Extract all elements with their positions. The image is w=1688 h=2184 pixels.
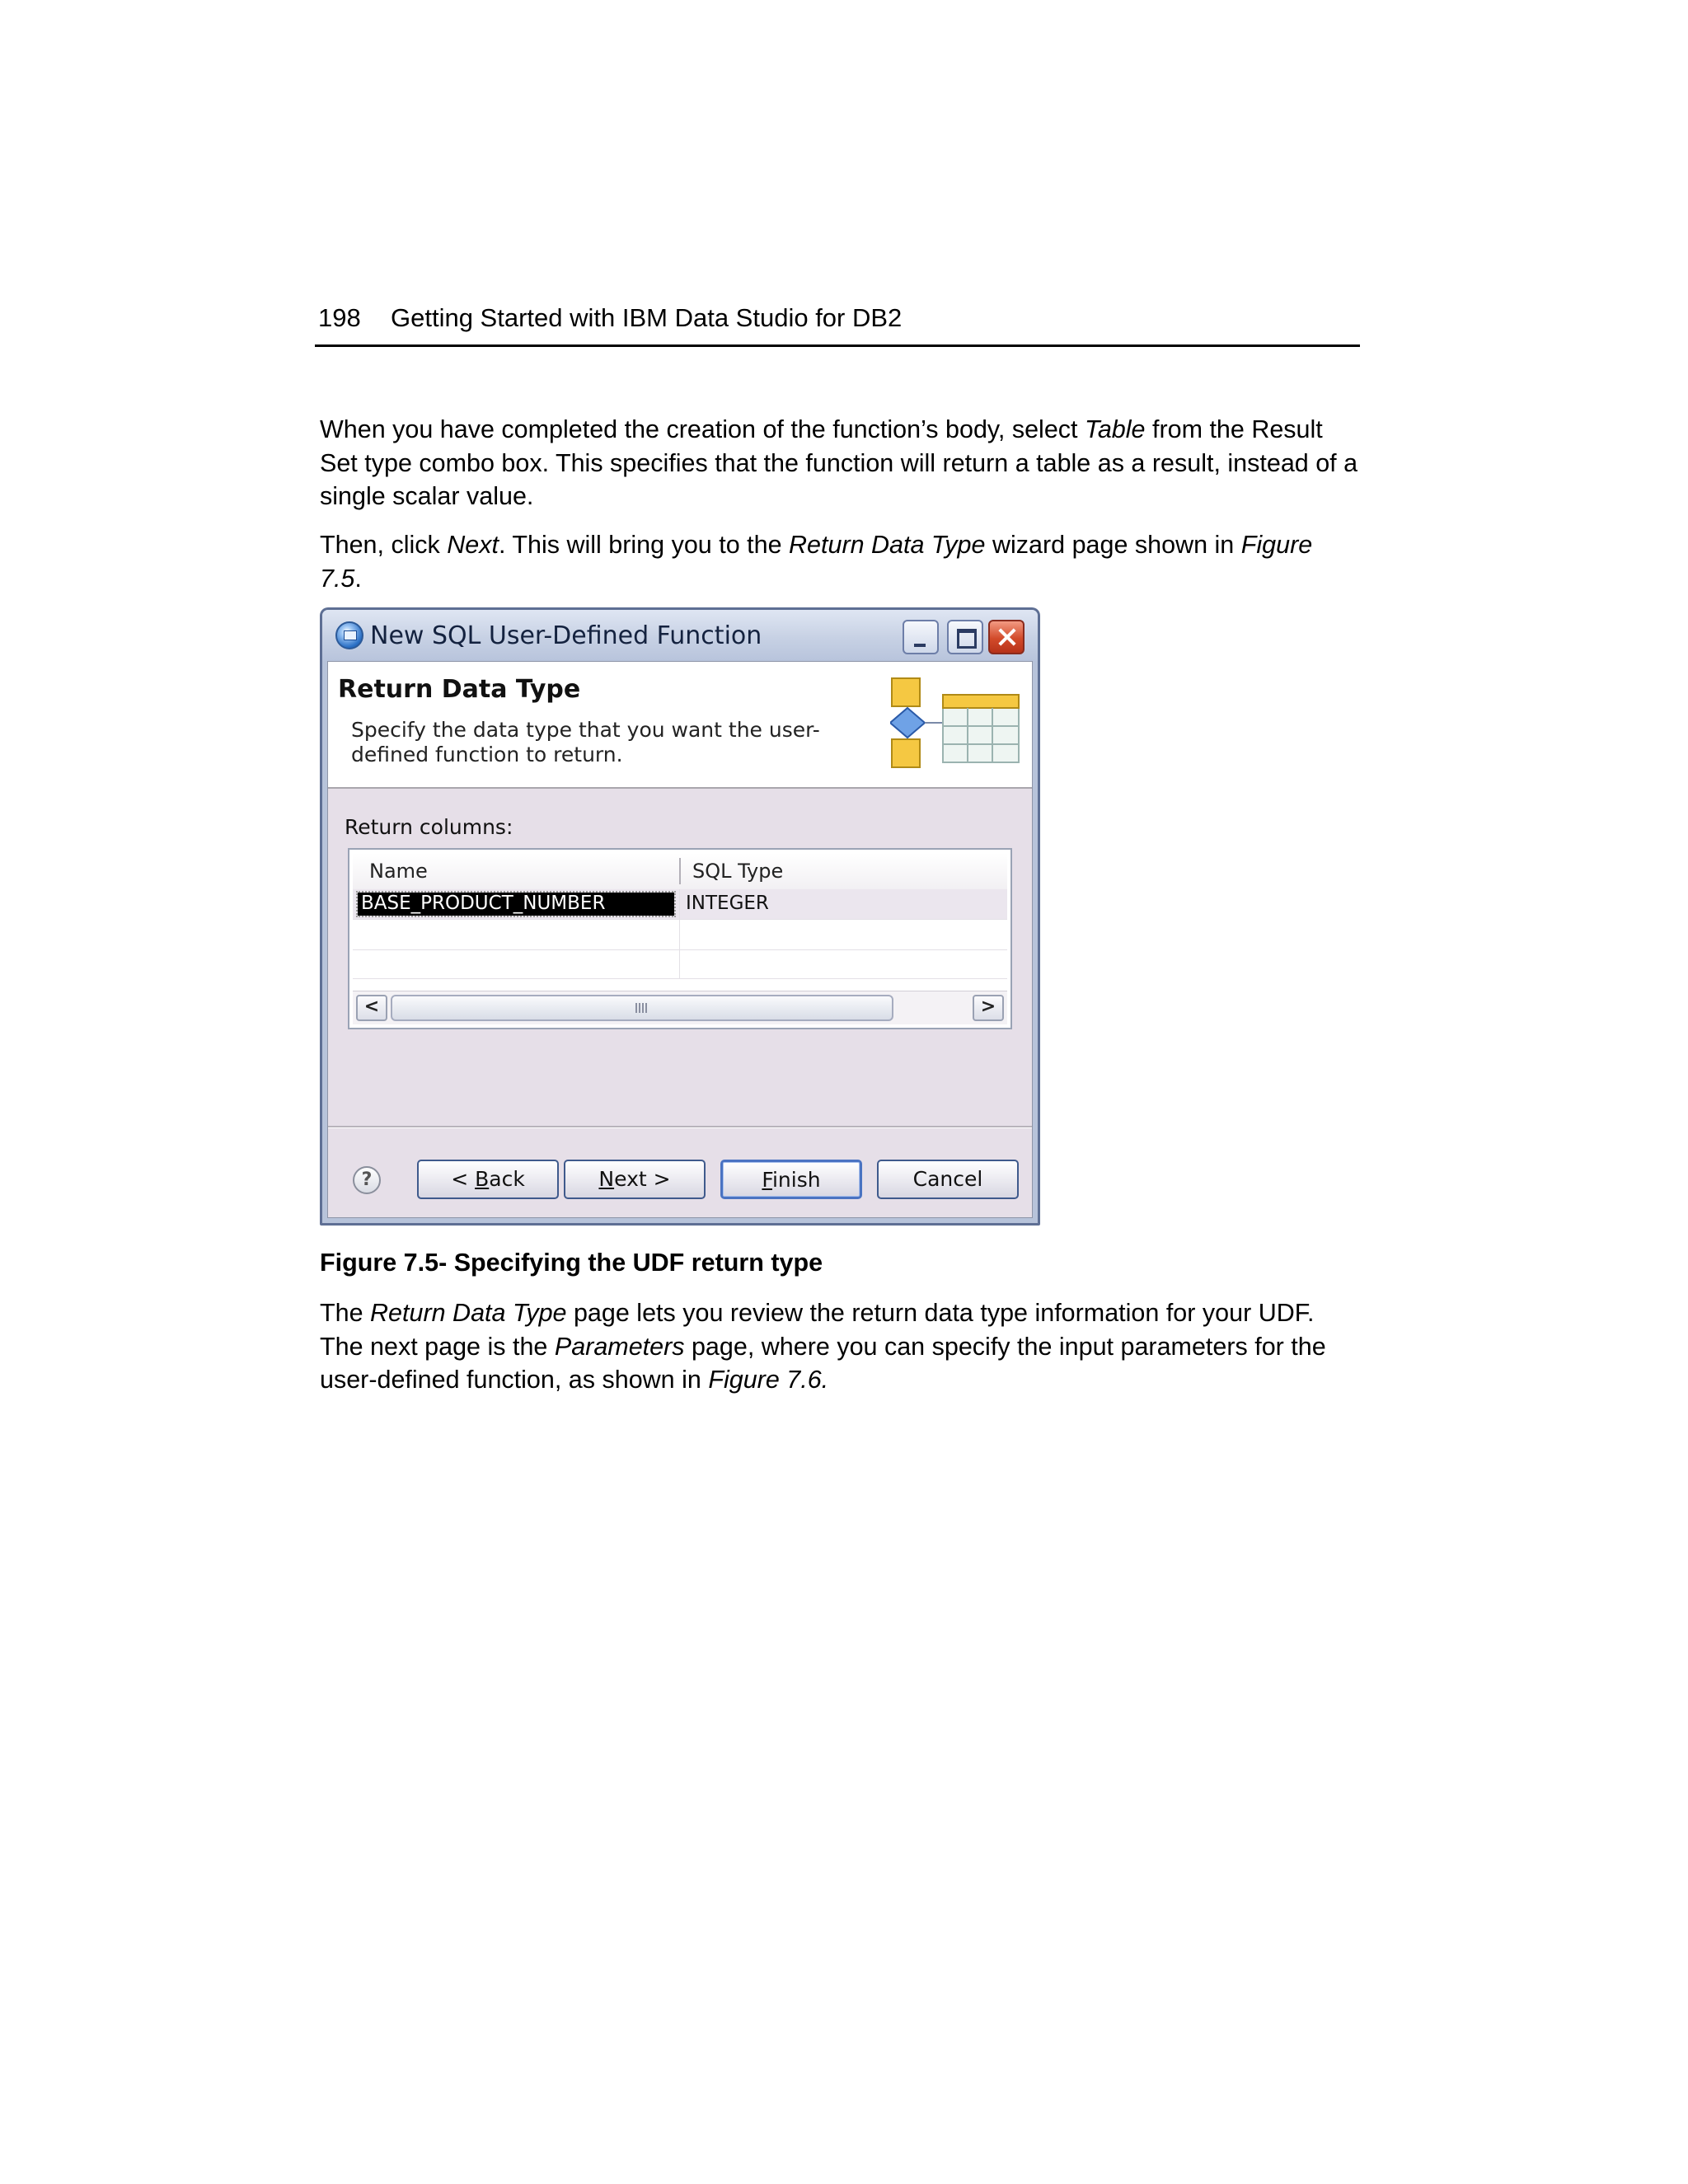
- next-button[interactable]: [564, 1160, 706, 1199]
- empty-cell: [353, 920, 680, 949]
- empty-cell: [353, 950, 680, 978]
- paragraph-2: [320, 528, 1360, 595]
- p1-text-2: from the Result Set type combo box. This specifies that the function will return a table as a result, instead of a single scalar value.: [320, 415, 1358, 510]
- minimize-button[interactable]: [903, 620, 939, 654]
- p2-emphasis-next: Next: [447, 531, 499, 559]
- column-header-name[interactable]: Name: [369, 860, 428, 883]
- cancel-button[interactable]: Cancel: [877, 1160, 1019, 1199]
- next-label-mnemonic: N: [598, 1167, 615, 1191]
- column-header-separator[interactable]: [679, 858, 681, 884]
- dialog-client-area: [327, 661, 1033, 1218]
- p3-text-3: page, where you can specify the input parameters for the user-defined function, as shown in: [320, 1332, 1326, 1394]
- back-label-post: ack: [489, 1167, 525, 1191]
- button-bar-separator: [328, 1126, 1032, 1128]
- close-button[interactable]: [988, 620, 1025, 654]
- table-row-empty: [353, 920, 1007, 950]
- return-columns-table[interactable]: [348, 848, 1012, 1029]
- p2-text-2: . This will bring you to the: [498, 531, 790, 559]
- table-row[interactable]: [353, 889, 1007, 920]
- empty-cell: [681, 950, 1007, 978]
- p2-emphasis-figure: Figure 7.5: [320, 531, 1313, 593]
- cell-sql-type-text: INTEGER: [686, 893, 769, 914]
- help-icon[interactable]: ?: [353, 1166, 381, 1194]
- p2-text-3: wizard page shown in: [985, 531, 1241, 559]
- back-label-mnemonic: B: [475, 1167, 490, 1191]
- scrollbar-thumb[interactable]: [391, 995, 893, 1021]
- maximize-button[interactable]: [947, 620, 983, 654]
- paragraph-3: [320, 1296, 1360, 1397]
- finish-button[interactable]: [720, 1160, 862, 1199]
- running-title: Getting Started with IBM Data Studio for DB2: [391, 303, 903, 332]
- running-header: [318, 302, 1358, 335]
- scroll-right-button[interactable]: >: [973, 995, 1004, 1021]
- finish-label-mnemonic: F: [762, 1168, 772, 1192]
- empty-cell: [681, 920, 1007, 949]
- eclipse-window-icon: [335, 621, 363, 649]
- p3-text-1: The: [320, 1299, 371, 1327]
- return-columns-label: Return columns:: [345, 815, 513, 839]
- table-row-empty: [353, 950, 1007, 979]
- cell-name-text: BASE_PRODUCT_NUMBER: [361, 893, 606, 914]
- cell-sql-type[interactable]: [681, 889, 1007, 919]
- new-sql-udf-dialog: [320, 607, 1040, 1226]
- wizard-banner: [328, 662, 1032, 789]
- p3-text-2: page lets you review the return data type information for your UDF. The next page is the: [320, 1299, 1315, 1361]
- column-header-sql-type[interactable]: SQL Type: [692, 860, 784, 883]
- page-number: 198: [318, 303, 361, 332]
- cell-name[interactable]: [353, 889, 680, 919]
- next-label-post: ext >: [614, 1167, 671, 1191]
- p3-emphasis-parameters: Parameters: [554, 1332, 685, 1361]
- horizontal-scrollbar[interactable]: [353, 991, 1007, 1024]
- paragraph-1: [320, 413, 1360, 513]
- figure-caption: Figure 7.5- Specifying the UDF return type: [320, 1249, 823, 1277]
- table-header: [353, 853, 1007, 890]
- p3-emphasis-figure: Figure 7.6.: [708, 1366, 829, 1394]
- p2-text-4: .: [354, 564, 362, 593]
- dialog-title: New SQL User-Defined Function: [370, 621, 762, 650]
- back-button[interactable]: [417, 1160, 559, 1199]
- wizard-page-description: Specify the data type that you want the user-defined function to return.: [351, 718, 820, 766]
- udf-table-wizard-icon: [890, 677, 1022, 769]
- p2-emphasis-return-data-type: Return Data Type: [789, 531, 986, 559]
- p1-text-1: When you have completed the creation of the function’s body, select: [320, 415, 1085, 443]
- dialog-titlebar[interactable]: [322, 610, 1038, 661]
- p2-text-1: Then, click: [320, 531, 448, 559]
- scrollbar-grip-icon: [635, 1003, 649, 1013]
- scroll-left-button[interactable]: <: [356, 995, 387, 1021]
- finish-label-post: inish: [771, 1168, 821, 1192]
- header-rule: [315, 344, 1360, 347]
- p1-emphasis-table: Table: [1085, 415, 1146, 443]
- wizard-page-title: Return Data Type: [338, 675, 581, 704]
- p3-emphasis-return-data-type: Return Data Type: [370, 1299, 567, 1327]
- back-label-pre: <: [451, 1167, 476, 1191]
